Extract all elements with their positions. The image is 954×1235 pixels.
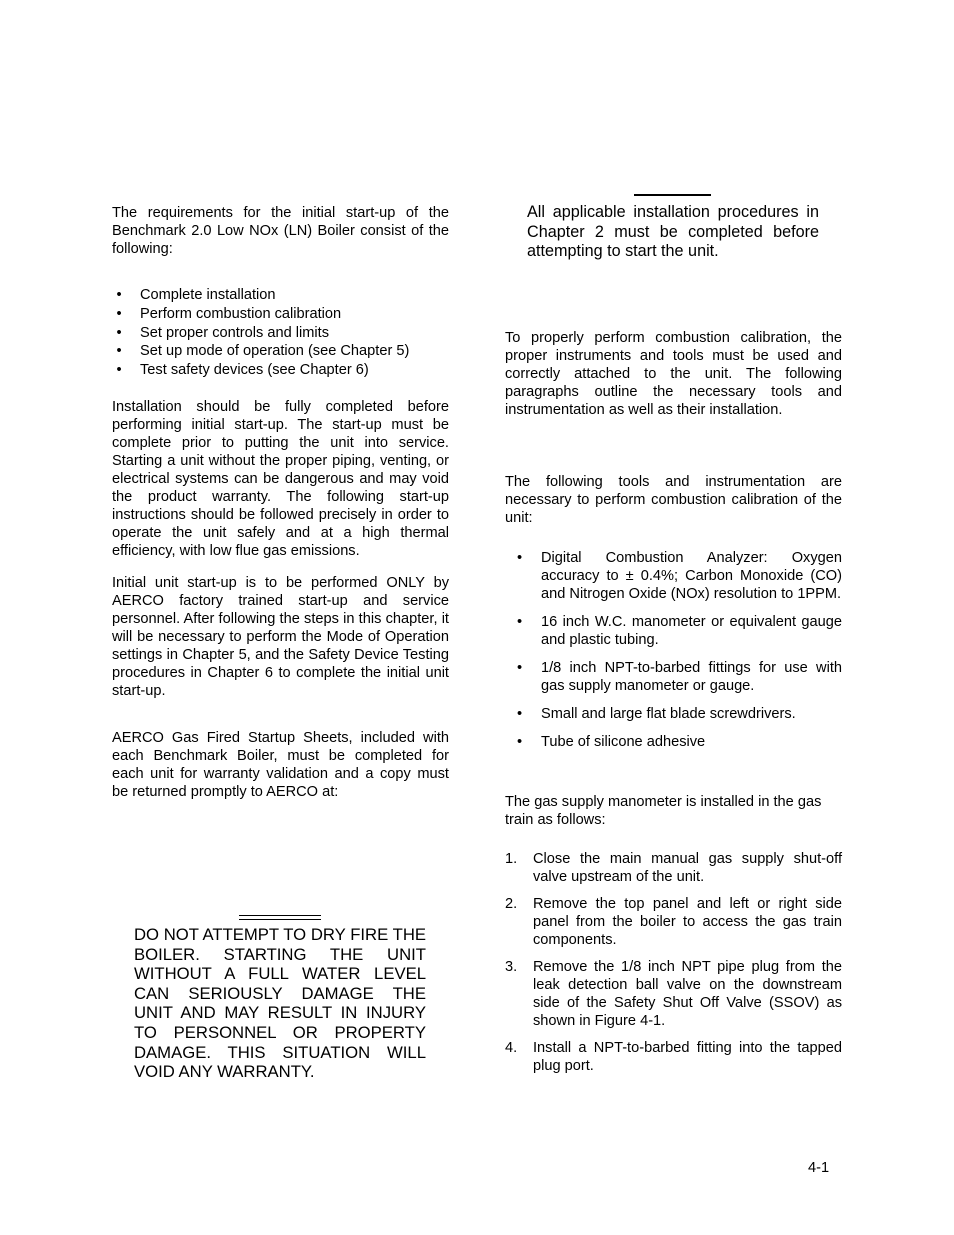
- list-item: • Digital Combustion Analyzer: Oxygen accuracy to ± 0.4%; Carbon Monoxide (CO) and Nitrogen Oxide (NOx) resolution to 1PPM.: [517, 550, 842, 602]
- page-number: 4-1: [808, 1160, 830, 1176]
- tools-intro-paragraph: To properly perform combustion calibration, the proper instruments and tools must be used and correctly attached to the unit. The following paragraphs outline the necessary tools and instrumentation as well as their installation.: [505, 330, 842, 418]
- startup-paragraph: Initial unit start-up is to be performed ONLY by AERCO factory trained start-up and service personnel. After following the steps in this chapter, it will be necessary to perform the Mode of Operation settings in Chapter 5, and the Safety Device Testing procedures in Chapter 6 to complete the initial unit start-up.: [112, 574, 449, 699]
- tools-list: [505, 549, 842, 751]
- bullet-icon: •: [116, 287, 122, 303]
- list-item: • Perform combustion calibration: [112, 305, 449, 324]
- bullet-icon: •: [517, 660, 523, 676]
- list-item: • Complete installation: [112, 286, 449, 305]
- list-item: 4. Install a NPT-to-barbed fitting into the tapped plug port.: [505, 1040, 842, 1074]
- caution-text: DO NOT ATTEMPT TO DRY FIRE THE BOILER. STARTING THE UNIT WITHOUT A FULL WATER LEVEL CAN SERIOUSLY DAMAGE THE UNIT AND MAY RESULT IN INJURY TO PERSONNEL OR PROPERTY DAMAGE. THIS SITUATION WILL VOID ANY WARRANTY.: [134, 925, 426, 1082]
- bullet-icon: •: [116, 305, 122, 322]
- list-item: • Set up mode of operation (see Chapter 5): [112, 342, 449, 361]
- list-item: • Test safety devices (see Chapter 6): [112, 361, 449, 380]
- manometer-steps: [505, 850, 842, 1075]
- requirements-list: [112, 286, 449, 380]
- bullet-icon: •: [116, 362, 122, 379]
- bullet-icon: •: [517, 614, 523, 630]
- list-item: • Set proper controls and limits: [112, 324, 449, 343]
- list-item: • 16 inch W.C. manometer or equivalent gauge and plastic tubing.: [517, 614, 842, 648]
- list-item: • Small and large flat blade screwdrivers.: [517, 706, 796, 722]
- bullet-icon: •: [517, 706, 523, 722]
- tools-required-paragraph: The following tools and instrumentation are necessary to perform combustion calibration of the unit:: [505, 474, 842, 526]
- note-box: [527, 194, 819, 262]
- startup-sheets-paragraph: AERCO Gas Fired Startup Sheets, included with each Benchmark Boiler, must be completed for each unit for warranty validation and a copy must be returned promptly to AERCO at:: [112, 729, 449, 800]
- manometer-intro-paragraph: The gas supply manometer is installed in the gas train as follows:: [505, 794, 822, 828]
- bullet-icon: •: [517, 550, 523, 566]
- note-text: All applicable installation procedures in Chapter 2 must be completed before attempting to start the unit.: [527, 203, 819, 261]
- left-column: [112, 204, 449, 801]
- bullet-icon: •: [116, 343, 122, 360]
- note-heading-rule: [634, 194, 711, 196]
- list-item: 1. Close the main manual gas supply shut-off valve upstream of the unit.: [505, 851, 842, 885]
- bullet-icon: •: [116, 324, 122, 341]
- bullet-icon: •: [517, 734, 523, 750]
- installation-paragraph: Installation should be fully completed before performing initial start-up. The start-up must be complete prior to putting the unit into service. Starting a unit without the proper piping, venting, or electrical systems can be dangerous and may void the product warranty. The following start-up instructions should be followed precisely in order to operate the unit safely and at a high thermal efficiency, with low flue gas emissions.: [112, 398, 449, 559]
- intro-paragraph: The requirements for the initial start-up of the Benchmark 2.0 Low NOx (LN) Boiler consist of the following:: [112, 205, 449, 257]
- list-item: 3. Remove the 1/8 inch NPT pipe plug from the leak detection ball valve on the downstream side of the Safety Shut Off Valve (SSOV) as shown in Figure 4-1.: [505, 959, 842, 1029]
- caution-box: [134, 915, 426, 1082]
- right-column: [505, 329, 842, 1084]
- list-item: • 1/8 inch NPT-to-barbed fittings for use with gas supply manometer or gauge.: [517, 660, 842, 694]
- list-item: 2. Remove the top panel and left or right side panel from the boiler to access the gas train components.: [505, 896, 842, 948]
- caution-heading-rule: [239, 915, 321, 920]
- list-item: • Tube of silicone adhesive: [517, 734, 706, 750]
